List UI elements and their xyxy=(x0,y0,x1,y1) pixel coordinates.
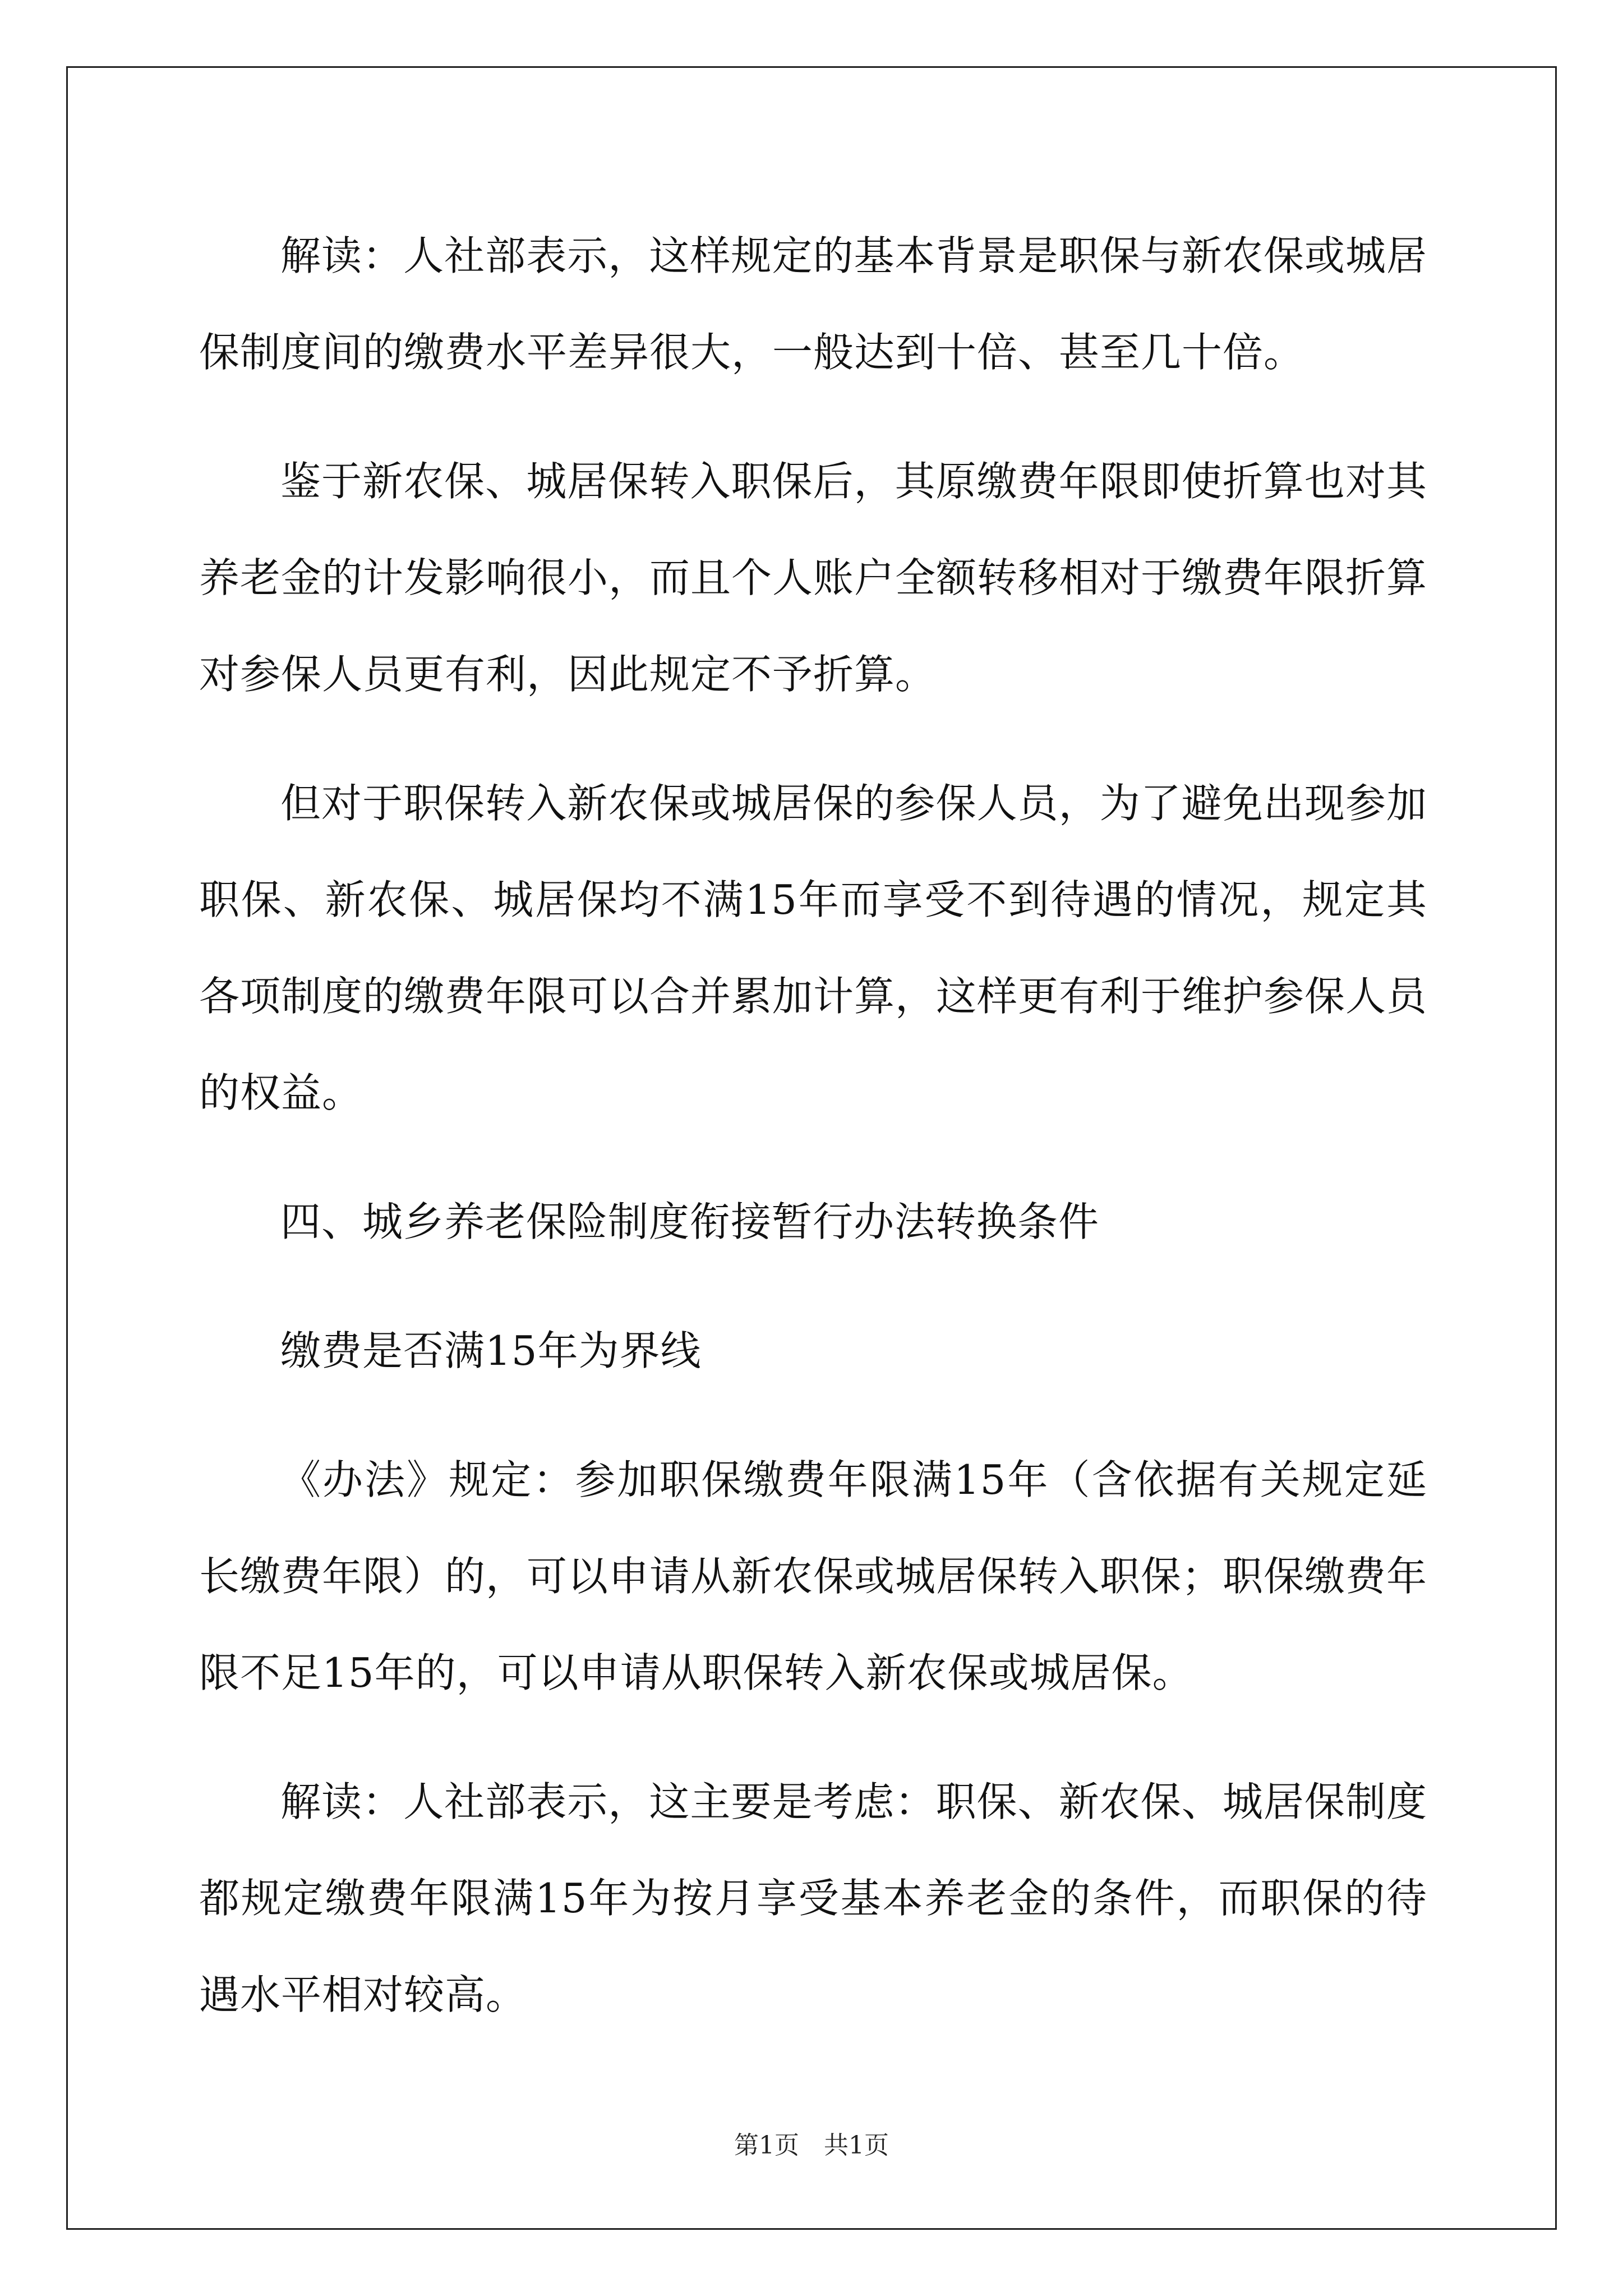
paragraph: 解读：人社部表示，这主要是考虑：职保、新农保、城居保制度都规定缴费年限满15年为按月享受基本养老金的条件，而职保的待遇水平相对较高。 xyxy=(199,1778,1427,2018)
paragraph: 《办法》规定：参加职保缴费年限满15年（含依据有关规定延长缴费年限）的，可以申请从新农保或城居保转入职保；职保缴费年限不足15年的，可以申请从职保转入新农保或城居保。 xyxy=(199,1456,1428,1696)
section-heading: 四、城乡养老保险制度衔接暂行办法转换条件 xyxy=(280,1198,1100,1245)
subheading: 缴费是否满15年为界线 xyxy=(280,1327,702,1374)
page-footer: 第1页 共1页 xyxy=(734,2131,889,2160)
document-body xyxy=(199,208,1427,2076)
paragraph: 解读：人社部表示，这样规定的基本背景是职保与新农保或城居保制度间的缴费水平差异很大，一般达到十倍、甚至几十倍。 xyxy=(199,232,1427,376)
paragraph: 鉴于新农保、城居保转入职保后，其原缴费年限即使折算也对其养老金的计发影响很小，而且个人账户全额转移相对于缴费年限折算对参保人员更有利，因此规定不予折算。 xyxy=(199,458,1428,698)
paragraph: 但对于职保转入新农保或城居保的参保人员，为了避免出现参加职保、新农保、城居保均不满15年而享受不到待遇的情况，规定其各项制度的缴费年限可以合并累加计算，这样更有利于维护参保人员的权益。 xyxy=(199,780,1428,1116)
